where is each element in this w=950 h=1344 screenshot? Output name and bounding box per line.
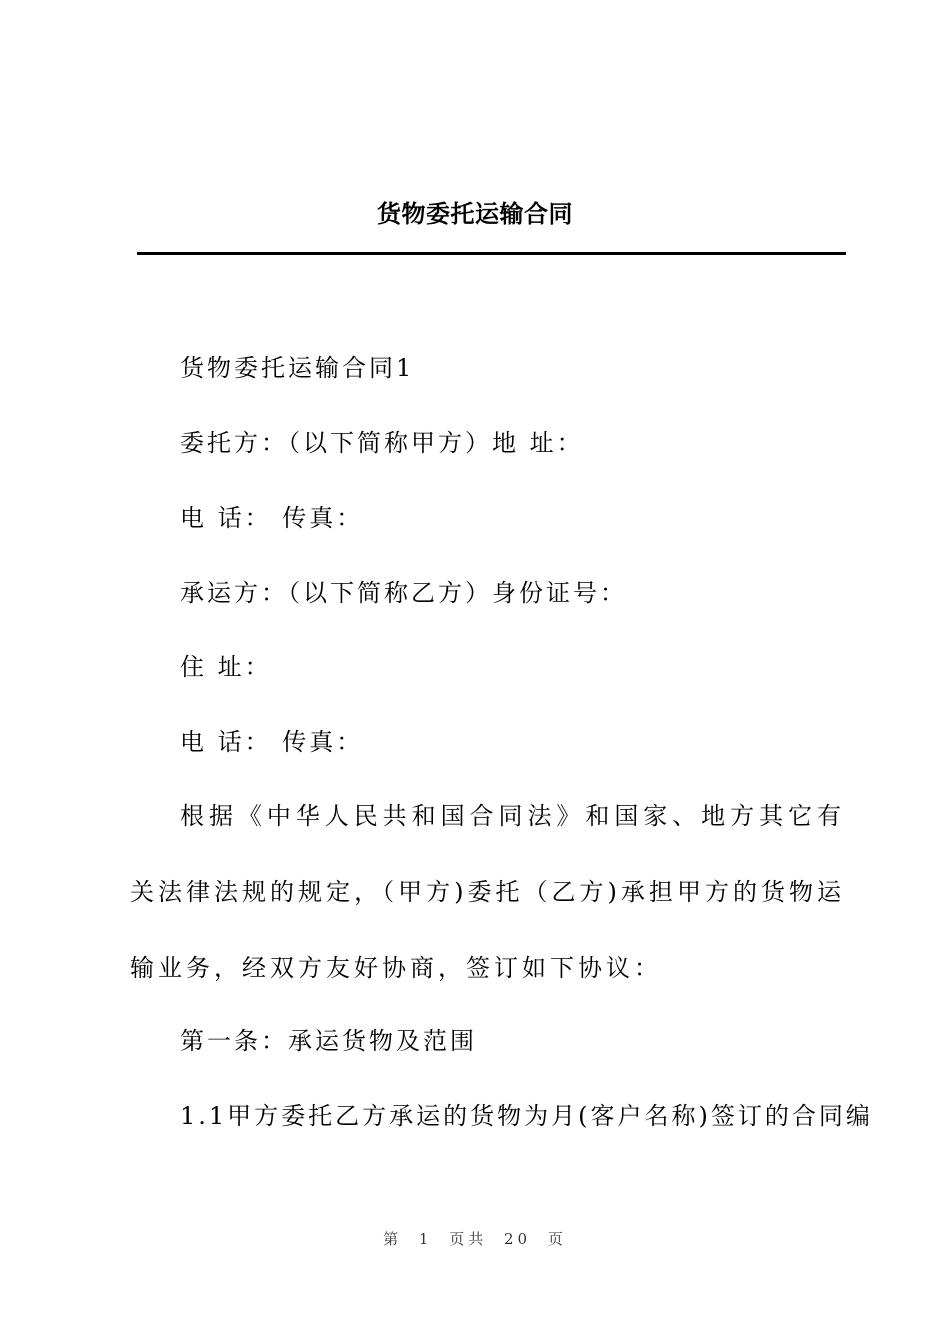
carrier-line: 承运方：（以下简称乙方）身份证号： <box>180 579 627 607</box>
clause-1-1: 1.1甲方委托乙方承运的货物为月(客户名称)签订的合同编 <box>180 1102 873 1130</box>
preamble-paragraph: 根据《中华人民共和国合同法》和国家、地方其它有关法律法规的规定，（甲方)委托（乙方)承担甲方的货物运输业务，经双方友好协商，签订如下协议： <box>130 802 845 982</box>
page-number-footer: 第 1 页共 20 页 <box>383 1230 567 1248</box>
article-1-heading: 第一条：承运货物及范围 <box>180 1027 477 1055</box>
carrier-phone-line: 电 话： 传真： <box>180 728 364 756</box>
document-title: 货物委托运输合同 <box>377 200 573 228</box>
title-underline <box>137 252 846 255</box>
client-phone-line: 电 话： 传真： <box>180 504 364 532</box>
client-line: 委托方：（以下简称甲方）地 址： <box>180 429 584 457</box>
carrier-address-line: 住 址： <box>180 653 272 681</box>
contract-heading: 货物委托运输合同1 <box>180 354 415 382</box>
